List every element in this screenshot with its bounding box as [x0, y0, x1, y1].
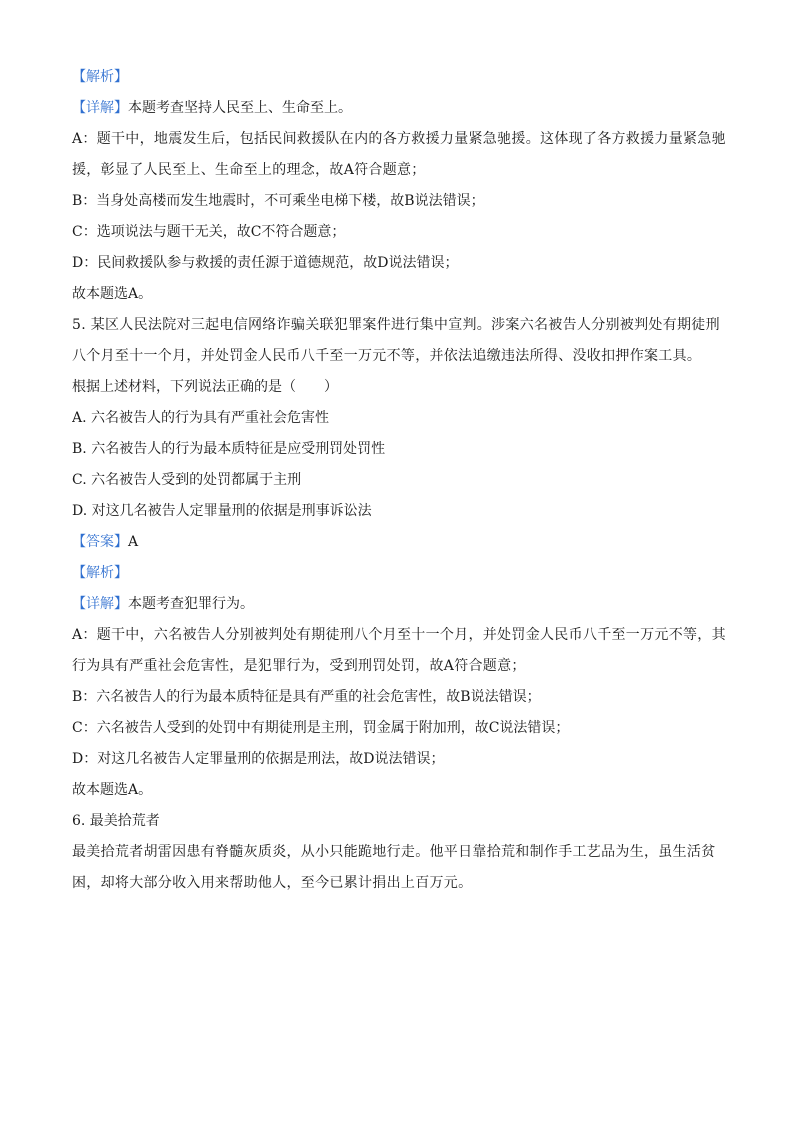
- question-5-prompt: 根据上述材料，下列说法正确的是（ ）: [72, 379, 338, 395]
- detail-text: 本题考查犯罪行为。: [128, 596, 254, 612]
- detail-tag: 【详解】: [72, 100, 128, 116]
- answer-value: A: [128, 534, 139, 550]
- analysis-option-a: A：题干中，六名被告人分别被判处有期徒刑八个月至十一个月，并处罚金人民币八千至一万元不等，其行为具有严重社会危害性，是犯罪行为，受到刑罚处罚，故A符合题意；: [72, 627, 726, 674]
- analysis-conclusion: 故本题选A。: [72, 782, 153, 798]
- detail-line: [72, 589, 732, 620]
- question-5-option-c: C. 六名被告人受到的处罚都属于主刑: [72, 472, 302, 488]
- analysis-conclusion: 故本题选A。: [72, 286, 153, 302]
- answer-tag: 【答案】: [72, 534, 128, 550]
- question-5-option-d: D. 对这几名被告人定罪量刑的依据是刑事诉讼法: [72, 503, 372, 519]
- analysis-option-c: C：六名被告人受到的处罚中有期徒刑是主刑，罚金属于附加刑，故C说法错误；: [72, 720, 570, 736]
- analysis-option-d: D：对这几名被告人定罪量刑的依据是刑法，故D说法错误；: [72, 751, 445, 767]
- document-page: [72, 62, 732, 899]
- detail-tag: 【详解】: [72, 596, 128, 612]
- question-6-title: 6. 最美拾荒者: [72, 813, 160, 829]
- analysis-option-c: C：选项说法与题干无关，故C不符合题意；: [72, 224, 346, 240]
- question-5-option-b: B. 六名被告人的行为最本质特征是应受刑罚处罚性: [72, 441, 386, 457]
- detail-line: [72, 93, 732, 124]
- analysis-option-a: A：题干中，地震发生后，包括民间救援队在内的各方救援力量紧急驰援。这体现了各方救援力量紧急驰援，彰显了人民至上、生命至上的理念，故A符合题意；: [72, 131, 726, 178]
- detail-text: 本题考查坚持人民至上、生命至上。: [128, 100, 352, 116]
- analysis-tag: 【解析】: [72, 69, 128, 85]
- question-5-option-a: A. 六名被告人的行为具有严重社会危害性: [72, 410, 330, 426]
- analysis-option-d: D：民间救援队参与救援的责任源于道德规范，故D说法错误；: [72, 255, 459, 271]
- analysis-tag: 【解析】: [72, 565, 128, 581]
- analysis-option-b: B：当身处高楼而发生地震时，不可乘坐电梯下楼，故B说法错误；: [72, 193, 485, 209]
- analysis-option-b: B：六名被告人的行为最本质特征是具有严重的社会危害性，故B说法错误；: [72, 689, 541, 705]
- answer-line: [72, 527, 732, 558]
- question-6-text: 最美拾荒者胡雷因患有脊髓灰质炎，从小只能跪地行走。他平日靠拾荒和制作手工艺品为生，虽生活贫困，却将大部分收入用来帮助他人，至今已累计捐出上百万元。: [72, 844, 716, 891]
- question-5-stem: 5. 某区人民法院对三起电信网络诈骗关联犯罪案件进行集中宣判。涉案六名被告人分别被判处有期徒刑八个月至十一个月，并处罚金人民币八千至一万元不等，并依法追缴违法所得、没收扣押作案工具。: [72, 317, 720, 364]
